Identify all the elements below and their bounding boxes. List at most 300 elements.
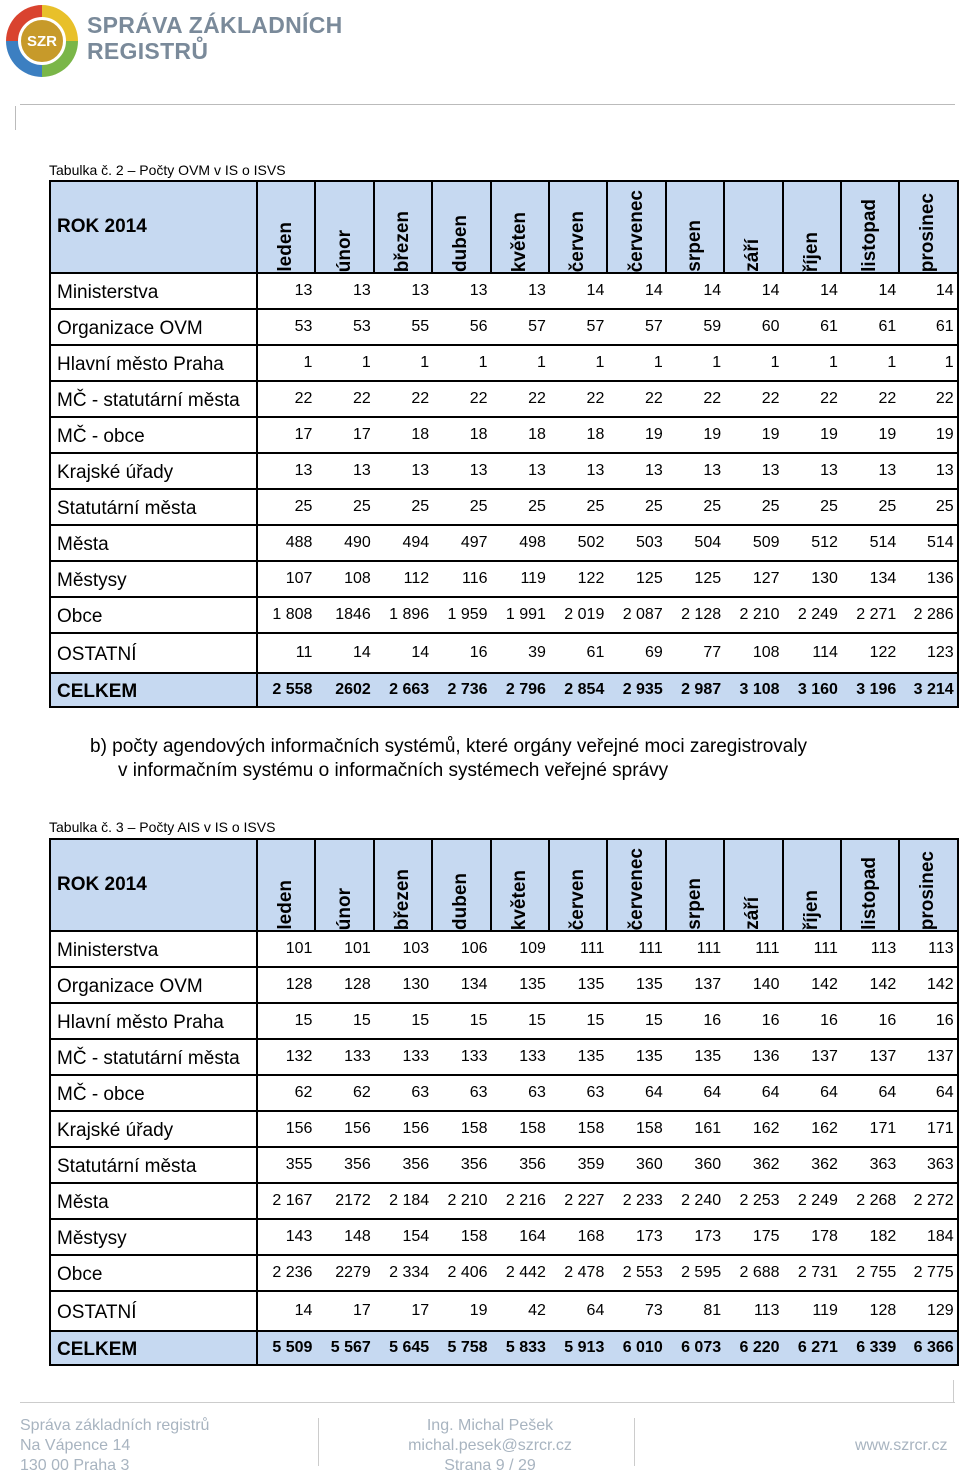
table-cell: 122 xyxy=(549,561,607,597)
table-cell: 162 xyxy=(724,1111,782,1147)
table-cell: 127 xyxy=(724,561,782,597)
month-label: listopad xyxy=(859,857,881,930)
column-header-2 xyxy=(374,181,432,273)
header-rule xyxy=(20,104,955,105)
table-cell: 19 xyxy=(841,417,899,453)
table-cell: 119 xyxy=(783,1291,841,1331)
table-cell: 134 xyxy=(432,967,490,1003)
table-cell: 19 xyxy=(666,417,724,453)
table-cell: 2 019 xyxy=(549,597,607,633)
table-cell: 63 xyxy=(432,1075,490,1111)
column-header-4 xyxy=(491,839,549,931)
table-cell: 25 xyxy=(841,489,899,525)
table-cell: 2 268 xyxy=(841,1183,899,1219)
table-cell: 25 xyxy=(607,489,665,525)
total-cell: 5 833 xyxy=(491,1331,549,1365)
table-cell: 25 xyxy=(315,489,373,525)
total-cell: 6 220 xyxy=(724,1331,782,1365)
table-cell: 356 xyxy=(315,1147,373,1183)
table-cell: 18 xyxy=(432,417,490,453)
column-header-1 xyxy=(315,839,373,931)
table-cell: 2 731 xyxy=(783,1255,841,1291)
table-cell: 135 xyxy=(607,967,665,1003)
table-cell: 2 128 xyxy=(666,597,724,633)
table-cell: 173 xyxy=(607,1219,665,1255)
table-cell: 25 xyxy=(666,489,724,525)
table-cell: 1 xyxy=(491,345,549,381)
column-header-1 xyxy=(315,181,373,273)
table-cell: 129 xyxy=(899,1291,957,1331)
column-header-6 xyxy=(607,181,665,273)
month-label: únor xyxy=(333,887,355,930)
section-b-line-2: v informačním systému o informačních systémech veřejné správy xyxy=(118,760,669,781)
table-cell: 14 xyxy=(374,633,432,673)
table-cell: 498 xyxy=(491,525,549,561)
table-cell: 13 xyxy=(899,453,957,489)
section-b-line-1: b) počty agendových informačních systémů, které orgány veřejné moci zaregistrovaly xyxy=(90,736,808,757)
column-header-0 xyxy=(257,839,315,931)
total-cell: 5 509 xyxy=(257,1331,315,1365)
table-cell: 15 xyxy=(432,1003,490,1039)
table-row xyxy=(50,453,958,489)
table-cell: 18 xyxy=(549,417,607,453)
table-row xyxy=(50,309,958,345)
month-label: červen xyxy=(567,868,589,930)
table-cell: 2 334 xyxy=(374,1255,432,1291)
table-cell: 1 xyxy=(374,345,432,381)
table-cell: 1 xyxy=(549,345,607,381)
table-cell: 156 xyxy=(257,1111,315,1147)
table-cell: 142 xyxy=(783,967,841,1003)
column-header-6 xyxy=(607,839,665,931)
table-cell: 137 xyxy=(841,1039,899,1075)
table-cell: 1846 xyxy=(315,597,373,633)
table-cell: 13 xyxy=(491,273,549,309)
table-cell: 13 xyxy=(257,453,315,489)
table-cell: 137 xyxy=(666,967,724,1003)
row-label: Organizace OVM xyxy=(50,309,257,345)
table-cell: 360 xyxy=(607,1147,665,1183)
table-row xyxy=(50,345,958,381)
table-cell: 2 210 xyxy=(432,1183,490,1219)
table-cell: 108 xyxy=(724,633,782,673)
table-cell: 132 xyxy=(257,1039,315,1075)
month-label: prosinec xyxy=(917,850,939,930)
table-cell: 25 xyxy=(724,489,782,525)
table-cell: 14 xyxy=(724,273,782,309)
table-cell: 130 xyxy=(783,561,841,597)
month-label: červenec xyxy=(625,189,647,272)
row-label: MČ - statutární města xyxy=(50,381,257,417)
footer-separator xyxy=(634,1418,635,1466)
table-cell: 119 xyxy=(491,561,549,597)
column-header-10 xyxy=(841,839,899,931)
brand-name xyxy=(87,12,343,64)
table-cell: 1 xyxy=(257,345,315,381)
total-label: CELKEM xyxy=(50,1331,257,1365)
table-cell: 15 xyxy=(315,1003,373,1039)
table-cell: 17 xyxy=(374,1291,432,1331)
month-label: říjen xyxy=(800,889,822,930)
total-cell: 6 073 xyxy=(666,1331,724,1365)
table-cell: 15 xyxy=(491,1003,549,1039)
table-row xyxy=(50,1003,958,1039)
table-cell: 61 xyxy=(899,309,957,345)
table-cell: 1 xyxy=(666,345,724,381)
table-cell: 1 xyxy=(841,345,899,381)
total-cell: 2 987 xyxy=(666,673,724,707)
table-cell: 2 216 xyxy=(491,1183,549,1219)
total-cell: 2 736 xyxy=(432,673,490,707)
table-row xyxy=(50,597,958,633)
table-cell: 63 xyxy=(549,1075,607,1111)
month-label: květen xyxy=(508,211,530,272)
table-row xyxy=(50,1147,958,1183)
row-label: Organizace OVM xyxy=(50,967,257,1003)
table-cell: 22 xyxy=(666,381,724,417)
row-label: Městysy xyxy=(50,561,257,597)
table-cell: 133 xyxy=(432,1039,490,1075)
footer-email[interactable]: michal.pesek@szrcr.cz xyxy=(408,1437,572,1454)
table-cell: 2 227 xyxy=(549,1183,607,1219)
table-cell: 135 xyxy=(549,1039,607,1075)
footer-address xyxy=(20,1416,209,1476)
table-cell: 363 xyxy=(841,1147,899,1183)
table3-caption: Tabulka č. 3 – Počty AIS v IS o ISVS xyxy=(49,819,276,835)
table-cell: 62 xyxy=(315,1075,373,1111)
table-cell: 122 xyxy=(841,633,899,673)
table-cell: 2 253 xyxy=(724,1183,782,1219)
table-cell: 15 xyxy=(607,1003,665,1039)
header-corner-mark xyxy=(15,106,16,130)
table-cell: 25 xyxy=(432,489,490,525)
table-cell: 514 xyxy=(899,525,957,561)
table-cell: 14 xyxy=(315,633,373,673)
table-cell: 22 xyxy=(374,381,432,417)
table-cell: 168 xyxy=(549,1219,607,1255)
total-cell: 5 645 xyxy=(374,1331,432,1365)
table-cell: 18 xyxy=(491,417,549,453)
table-cell: 178 xyxy=(783,1219,841,1255)
total-row xyxy=(50,673,958,707)
footer-website[interactable]: www.szrcr.cz xyxy=(855,1437,948,1454)
table-cell: 13 xyxy=(432,453,490,489)
table-cell: 17 xyxy=(257,417,315,453)
column-header-8 xyxy=(724,839,782,931)
total-cell: 6 271 xyxy=(783,1331,841,1365)
table-cell: 2 167 xyxy=(257,1183,315,1219)
table-cell: 2 271 xyxy=(841,597,899,633)
table-corner-label: ROK 2014 xyxy=(50,839,257,931)
table-row xyxy=(50,1219,958,1255)
table-cell: 111 xyxy=(607,931,665,967)
table-header-row xyxy=(50,839,958,931)
table-cell: 13 xyxy=(491,453,549,489)
table-cell: 2 184 xyxy=(374,1183,432,1219)
table-cell: 17 xyxy=(315,417,373,453)
table-cell: 22 xyxy=(783,381,841,417)
table-cell: 2 755 xyxy=(841,1255,899,1291)
table-cell: 2 688 xyxy=(724,1255,782,1291)
month-label: březen xyxy=(391,210,413,272)
table-cell: 356 xyxy=(491,1147,549,1183)
month-label: září xyxy=(742,897,764,930)
column-header-5 xyxy=(549,181,607,273)
table-cell: 359 xyxy=(549,1147,607,1183)
table-cell: 63 xyxy=(374,1075,432,1111)
total-cell: 6 010 xyxy=(607,1331,665,1365)
table-cell: 59 xyxy=(666,309,724,345)
table-cell: 355 xyxy=(257,1147,315,1183)
row-label: Krajské úřady xyxy=(50,453,257,489)
table-cell: 148 xyxy=(315,1219,373,1255)
table-ais-counts xyxy=(49,838,959,1366)
table-row xyxy=(50,1039,958,1075)
table-cell: 16 xyxy=(432,633,490,673)
footer-street: Na Vápence 14 xyxy=(20,1437,131,1454)
table-cell: 57 xyxy=(607,309,665,345)
footer-rule xyxy=(20,1402,955,1403)
table-cell: 13 xyxy=(315,453,373,489)
table-cell: 2 775 xyxy=(899,1255,957,1291)
table-cell: 503 xyxy=(607,525,665,561)
column-header-3 xyxy=(432,181,490,273)
table-cell: 133 xyxy=(315,1039,373,1075)
table-cell: 11 xyxy=(257,633,315,673)
month-label: listopad xyxy=(859,199,881,272)
total-cell: 6 339 xyxy=(841,1331,899,1365)
table-cell: 125 xyxy=(607,561,665,597)
table-cell: 111 xyxy=(783,931,841,967)
table-cell: 1 991 xyxy=(491,597,549,633)
footer-separator xyxy=(318,1418,319,1466)
table-cell: 17 xyxy=(315,1291,373,1331)
table-cell: 135 xyxy=(491,967,549,1003)
month-label: srpen xyxy=(683,878,705,930)
row-label: Ministerstva xyxy=(50,273,257,309)
table-cell: 13 xyxy=(841,453,899,489)
table-cell: 2 406 xyxy=(432,1255,490,1291)
table-cell: 128 xyxy=(315,967,373,1003)
total-cell: 3 214 xyxy=(899,673,957,707)
table-cell: 60 xyxy=(724,309,782,345)
total-cell: 3 160 xyxy=(783,673,841,707)
total-cell: 2 796 xyxy=(491,673,549,707)
table-row xyxy=(50,931,958,967)
table-cell: 2 478 xyxy=(549,1255,607,1291)
table-cell: 497 xyxy=(432,525,490,561)
table-row xyxy=(50,489,958,525)
table-cell: 64 xyxy=(724,1075,782,1111)
total-label: CELKEM xyxy=(50,673,257,707)
table-cell: 2 249 xyxy=(783,597,841,633)
table-cell: 25 xyxy=(257,489,315,525)
table-cell: 502 xyxy=(549,525,607,561)
table-cell: 142 xyxy=(899,967,957,1003)
column-header-7 xyxy=(666,181,724,273)
table-cell: 25 xyxy=(549,489,607,525)
table-row xyxy=(50,1291,958,1331)
table-cell: 22 xyxy=(607,381,665,417)
table-cell: 2 210 xyxy=(724,597,782,633)
table-cell: 1 xyxy=(783,345,841,381)
table-cell: 56 xyxy=(432,309,490,345)
table-cell: 2 272 xyxy=(899,1183,957,1219)
table-cell: 2 249 xyxy=(783,1183,841,1219)
footer-contact xyxy=(398,1416,582,1476)
table-cell: 136 xyxy=(899,561,957,597)
table-cell: 143 xyxy=(257,1219,315,1255)
row-label: Městysy xyxy=(50,1219,257,1255)
table-cell: 2 553 xyxy=(607,1255,665,1291)
table-corner-label: ROK 2014 xyxy=(50,181,257,273)
table-cell: 64 xyxy=(841,1075,899,1111)
table-cell: 16 xyxy=(841,1003,899,1039)
table-cell: 514 xyxy=(841,525,899,561)
table-cell: 55 xyxy=(374,309,432,345)
table-cell: 19 xyxy=(724,417,782,453)
table-cell: 1 xyxy=(724,345,782,381)
table-cell: 113 xyxy=(841,931,899,967)
total-cell: 5 758 xyxy=(432,1331,490,1365)
table-cell: 81 xyxy=(666,1291,724,1331)
total-cell: 2602 xyxy=(315,673,373,707)
table-cell: 182 xyxy=(841,1219,899,1255)
table-cell: 1 xyxy=(607,345,665,381)
table-cell: 111 xyxy=(724,931,782,967)
row-label: Hlavní město Praha xyxy=(50,345,257,381)
table-cell: 77 xyxy=(666,633,724,673)
table-cell: 64 xyxy=(549,1291,607,1331)
month-label: říjen xyxy=(800,231,822,272)
table-cell: 106 xyxy=(432,931,490,967)
table-cell: 22 xyxy=(549,381,607,417)
table-cell: 2172 xyxy=(315,1183,373,1219)
month-label: leden xyxy=(275,222,297,272)
column-header-7 xyxy=(666,839,724,931)
table-cell: 13 xyxy=(783,453,841,489)
row-label: Krajské úřady xyxy=(50,1111,257,1147)
table-cell: 490 xyxy=(315,525,373,561)
total-cell: 6 366 xyxy=(899,1331,957,1365)
table-cell: 13 xyxy=(666,453,724,489)
table-row xyxy=(50,417,958,453)
table-cell: 22 xyxy=(724,381,782,417)
table-cell: 25 xyxy=(374,489,432,525)
brand-line-2: REGISTRŮ xyxy=(87,38,209,64)
month-label: leden xyxy=(275,880,297,930)
table-cell: 16 xyxy=(666,1003,724,1039)
table-cell: 2 442 xyxy=(491,1255,549,1291)
total-cell: 2 854 xyxy=(549,673,607,707)
table-cell: 509 xyxy=(724,525,782,561)
table-cell: 16 xyxy=(783,1003,841,1039)
szr-logo-text: SZR xyxy=(18,17,66,65)
table-cell: 2 240 xyxy=(666,1183,724,1219)
table-cell: 184 xyxy=(899,1219,957,1255)
column-header-9 xyxy=(783,839,841,931)
table-cell: 356 xyxy=(432,1147,490,1183)
table-cell: 63 xyxy=(491,1075,549,1111)
table-cell: 108 xyxy=(315,561,373,597)
table-cell: 128 xyxy=(841,1291,899,1331)
table-cell: 16 xyxy=(724,1003,782,1039)
table-cell: 15 xyxy=(374,1003,432,1039)
table-cell: 64 xyxy=(666,1075,724,1111)
row-label: MČ - obce xyxy=(50,1075,257,1111)
table-cell: 61 xyxy=(841,309,899,345)
table-cell: 494 xyxy=(374,525,432,561)
table-cell: 14 xyxy=(899,273,957,309)
table-cell: 13 xyxy=(607,453,665,489)
table-cell: 13 xyxy=(374,453,432,489)
table-row xyxy=(50,1111,958,1147)
table-cell: 158 xyxy=(607,1111,665,1147)
table-cell: 2 595 xyxy=(666,1255,724,1291)
total-cell: 2 935 xyxy=(607,673,665,707)
column-header-4 xyxy=(491,181,549,273)
table-cell: 22 xyxy=(491,381,549,417)
table-cell: 173 xyxy=(666,1219,724,1255)
column-header-11 xyxy=(899,839,957,931)
table-cell: 19 xyxy=(607,417,665,453)
table-cell: 14 xyxy=(783,273,841,309)
table-row xyxy=(50,1255,958,1291)
table-cell: 25 xyxy=(783,489,841,525)
footer-corner-mark xyxy=(953,1380,954,1402)
table-cell: 1 xyxy=(315,345,373,381)
table-cell: 2 233 xyxy=(607,1183,665,1219)
table-cell: 1 xyxy=(432,345,490,381)
total-cell: 3 108 xyxy=(724,673,782,707)
table-cell: 13 xyxy=(257,273,315,309)
row-label: Města xyxy=(50,525,257,561)
column-header-0 xyxy=(257,181,315,273)
table-cell: 15 xyxy=(549,1003,607,1039)
section-b-text xyxy=(90,735,950,783)
brand-line-1: SPRÁVA ZÁKLADNÍCH xyxy=(87,12,343,38)
table-cell: 42 xyxy=(491,1291,549,1331)
table-cell: 135 xyxy=(666,1039,724,1075)
table-cell: 135 xyxy=(549,967,607,1003)
table-cell: 14 xyxy=(841,273,899,309)
table-cell: 109 xyxy=(491,931,549,967)
row-label: OSTATNÍ xyxy=(50,1291,257,1331)
table-cell: 504 xyxy=(666,525,724,561)
table-cell: 125 xyxy=(666,561,724,597)
table-cell: 25 xyxy=(491,489,549,525)
table-cell: 22 xyxy=(315,381,373,417)
table-cell: 53 xyxy=(315,309,373,345)
table-cell: 19 xyxy=(899,417,957,453)
total-cell: 2 558 xyxy=(257,673,315,707)
table-cell: 156 xyxy=(374,1111,432,1147)
table-cell: 69 xyxy=(607,633,665,673)
szr-logo xyxy=(6,5,78,77)
table-cell: 101 xyxy=(257,931,315,967)
column-header-8 xyxy=(724,181,782,273)
table-cell: 140 xyxy=(724,967,782,1003)
table-cell: 57 xyxy=(549,309,607,345)
table-row xyxy=(50,525,958,561)
table-row xyxy=(50,1075,958,1111)
table-cell: 171 xyxy=(899,1111,957,1147)
table-cell: 488 xyxy=(257,525,315,561)
table-cell: 175 xyxy=(724,1219,782,1255)
table-cell: 161 xyxy=(666,1111,724,1147)
month-label: květen xyxy=(508,869,530,930)
month-label: duben xyxy=(450,215,472,272)
